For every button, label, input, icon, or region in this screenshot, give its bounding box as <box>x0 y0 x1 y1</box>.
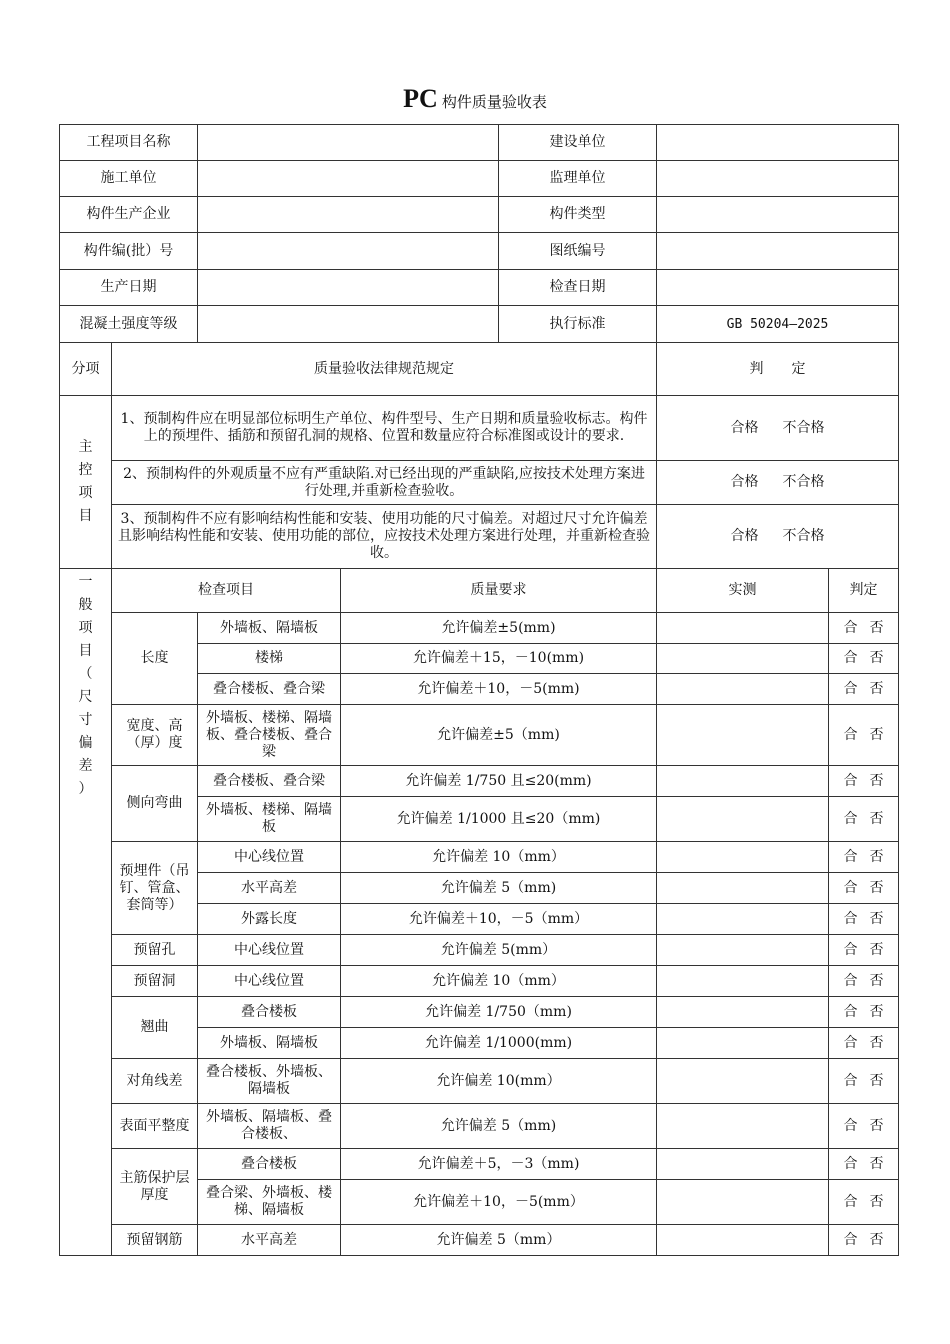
info-label: 检查日期 <box>499 270 657 306</box>
fail-option[interactable]: 否 <box>869 810 884 827</box>
info-label: 构件生产企业 <box>60 197 198 233</box>
check-subitem: 外墙板、隔墙板 <box>198 613 341 644</box>
info-label: 施工单位 <box>60 161 198 197</box>
check-subitem: 水平高差 <box>198 873 341 904</box>
info-label: 工程项目名称 <box>60 125 198 161</box>
fail-option[interactable]: 否 <box>869 1193 884 1210</box>
pass-option[interactable]: 合 <box>843 1193 858 1210</box>
check-item-name: 预留洞 <box>112 966 198 997</box>
quality-requirement: 允许偏差 5（mm） <box>341 1225 657 1256</box>
pass-option[interactable]: 合 <box>843 1003 858 1020</box>
info-row <box>60 233 899 270</box>
pass-option[interactable]: 合 <box>843 972 858 989</box>
check-item-name: 翘曲 <box>112 997 198 1059</box>
check-item-header: 检查项目 <box>112 569 341 613</box>
info-label: 建设单位 <box>499 125 657 161</box>
quality-requirement: 允许偏差＋10，－5(mm） <box>341 1180 657 1225</box>
check-item-name: 对角线差 <box>112 1059 198 1104</box>
pass-option[interactable]: 合 <box>843 910 858 927</box>
pass-option[interactable]: 合格 <box>730 528 759 544</box>
judge-cell[interactable] <box>829 613 899 644</box>
pass-option[interactable]: 合 <box>843 650 858 666</box>
quality-requirement: 允许偏差 5（mm) <box>341 873 657 904</box>
measured-value[interactable] <box>657 1180 829 1225</box>
judge-header: 判定 <box>829 569 899 613</box>
requirement-header: 质量要求 <box>341 569 657 613</box>
check-item-name: 长度 <box>112 613 198 705</box>
info-value[interactable] <box>198 233 499 270</box>
fail-option[interactable]: 否 <box>869 1003 884 1020</box>
quality-requirement: 允许偏差 10（mm） <box>341 966 657 997</box>
check-item-name: 宽度、高（厚）度 <box>112 705 198 766</box>
main-control-label: 主 控 项 目 <box>60 396 112 569</box>
quality-requirement: 允许偏差±5(mm) <box>341 613 657 644</box>
info-value[interactable] <box>657 270 899 306</box>
judge-cell[interactable] <box>829 797 899 842</box>
info-value[interactable] <box>198 270 499 306</box>
judge-header: 判 定 <box>657 343 899 396</box>
info-row <box>60 125 899 161</box>
check-subitem: 外墙板、楼梯、隔墙板、叠合楼板、叠合梁 <box>198 705 341 766</box>
measured-value[interactable] <box>657 935 829 966</box>
fail-option[interactable]: 否 <box>869 1155 884 1172</box>
info-value[interactable] <box>657 197 899 233</box>
measured-value[interactable] <box>657 1149 829 1180</box>
check-item-name: 侧向弯曲 <box>112 766 198 842</box>
check-subitem: 外墙板、隔墙板 <box>198 1028 341 1059</box>
quality-requirement: 允许偏差 1/1000 且≤20（mm) <box>341 797 657 842</box>
general-label: 一 般 项 目 （ 尺 寸 偏 差 ） <box>60 569 112 1256</box>
quality-requirement: 允许偏差＋10，－5(mm) <box>341 674 657 705</box>
measured-value[interactable] <box>657 1028 829 1059</box>
title-prefix: PC <box>403 84 438 113</box>
pass-option[interactable]: 合 <box>843 619 858 636</box>
judge-cell[interactable] <box>829 766 899 797</box>
measured-value[interactable] <box>657 966 829 997</box>
info-label: 执行标准 <box>499 306 657 343</box>
info-value[interactable] <box>198 125 499 161</box>
measured-value[interactable] <box>657 997 829 1028</box>
quality-requirement: 允许偏差 5(mm） <box>341 935 657 966</box>
info-label: 构件类型 <box>499 197 657 233</box>
measured-value[interactable] <box>657 904 829 935</box>
info-value[interactable]: GB 50204—2025 <box>657 306 899 343</box>
category-header: 分项 <box>60 343 112 396</box>
fail-option[interactable]: 不合格 <box>782 419 825 436</box>
quality-requirement: 允许偏差 1/750（mm) <box>341 997 657 1028</box>
general-item-row <box>60 935 899 966</box>
measured-value[interactable] <box>657 1059 829 1104</box>
info-value[interactable] <box>198 161 499 197</box>
quality-requirement: 允许偏差 5（mm) <box>341 1104 657 1149</box>
judge-cell[interactable] <box>829 1104 899 1149</box>
info-row <box>60 197 899 233</box>
fail-option[interactable]: 否 <box>869 848 884 865</box>
general-item-row <box>60 842 899 873</box>
measured-value[interactable] <box>657 644 829 674</box>
fail-option[interactable]: 否 <box>869 1072 884 1089</box>
page-title <box>0 84 950 114</box>
fail-option[interactable]: 否 <box>869 1231 884 1248</box>
info-value[interactable] <box>657 233 899 270</box>
pass-option[interactable]: 合 <box>843 1072 858 1089</box>
fail-option[interactable]: 否 <box>869 650 884 666</box>
general-item-row <box>60 1149 899 1180</box>
fail-option[interactable]: 否 <box>869 772 884 789</box>
judge-cell[interactable] <box>829 1225 899 1256</box>
main-control-text: 1、预制构件应在明显部位标明生产单位、构件型号、生产日期和质量验收标志。构件上的预埋件、插筋和预留孔洞的规格、位置和数量应符合标准图或设计的要求. <box>112 396 657 461</box>
judge-cell[interactable] <box>829 842 899 873</box>
fail-option[interactable]: 否 <box>869 910 884 927</box>
main-control-text: 3、预制构件不应有影响结构性能和安装、使用功能的尺寸偏差。对超过尺寸允许偏差且影响结构性能和安装、使用功能的部位，应按技术处理方案进行处理，并重新检查验收。 <box>112 505 657 569</box>
check-subitem: 外露长度 <box>198 904 341 935</box>
info-label: 监理单位 <box>499 161 657 197</box>
fail-option[interactable]: 否 <box>869 941 884 958</box>
pass-option[interactable]: 合 <box>843 680 858 697</box>
check-subitem: 叠合楼板、叠合梁 <box>198 674 341 705</box>
info-row <box>60 306 899 343</box>
judge-cell[interactable] <box>829 873 899 904</box>
check-subitem: 中心线位置 <box>198 842 341 873</box>
pass-option[interactable]: 合格 <box>730 474 759 490</box>
judge-cell[interactable] <box>829 644 899 674</box>
general-item-row <box>60 1059 899 1104</box>
pass-option[interactable]: 合 <box>843 772 858 789</box>
measured-value[interactable] <box>657 674 829 705</box>
check-subitem: 外墙板、楼梯、隔墙板 <box>198 797 341 842</box>
general-item-row <box>60 997 899 1028</box>
general-header-row <box>60 569 899 613</box>
measured-value[interactable] <box>657 613 829 644</box>
info-value[interactable] <box>198 306 499 343</box>
pass-option[interactable]: 合 <box>843 879 858 896</box>
quality-requirement: 允许偏差 1/1000(mm) <box>341 1028 657 1059</box>
main-control-judge[interactable] <box>657 505 899 569</box>
pass-option[interactable]: 合 <box>843 1117 858 1134</box>
check-item-name: 预埋件（吊钉、管盒、套筒等） <box>112 842 198 935</box>
judge-cell[interactable] <box>829 674 899 705</box>
check-subitem: 中心线位置 <box>198 935 341 966</box>
general-item-row <box>60 1225 899 1256</box>
pass-option[interactable]: 合 <box>843 941 858 958</box>
pass-option[interactable]: 合 <box>843 1034 858 1051</box>
general-item-row <box>60 1104 899 1149</box>
pass-option[interactable]: 合 <box>843 1231 858 1248</box>
check-subitem: 外墙板、隔墙板、叠合楼板、 <box>198 1104 341 1149</box>
check-item-name: 预留孔 <box>112 935 198 966</box>
quality-requirement: 允许偏差＋15，－10(mm) <box>341 644 657 674</box>
judge-cell[interactable] <box>829 935 899 966</box>
judge-cell[interactable] <box>829 1059 899 1104</box>
measured-value[interactable] <box>657 797 829 842</box>
check-subitem: 叠合楼板、外墙板、隔墙板 <box>198 1059 341 1104</box>
quality-requirement: 允许偏差＋5，－3（mm) <box>341 1149 657 1180</box>
info-value[interactable] <box>657 161 899 197</box>
fail-option[interactable]: 否 <box>869 1117 884 1134</box>
fail-option[interactable]: 否 <box>869 680 884 697</box>
main-control-row <box>60 396 899 461</box>
info-label: 构件编(批）号 <box>60 233 198 270</box>
check-item-name: 表面平整度 <box>112 1104 198 1149</box>
check-subitem: 叠合楼板 <box>198 1149 341 1180</box>
pass-option[interactable]: 合 <box>843 848 858 865</box>
fail-option[interactable]: 否 <box>869 619 884 636</box>
main-control-judge[interactable] <box>657 461 899 505</box>
judge-cell[interactable] <box>829 966 899 997</box>
check-subitem: 楼梯 <box>198 644 341 674</box>
quality-requirement: 允许偏差 10(mm） <box>341 1059 657 1104</box>
check-item-name: 主筋保护层厚度 <box>112 1149 198 1225</box>
info-row <box>60 161 899 197</box>
measured-value[interactable] <box>657 766 829 797</box>
fail-option[interactable]: 否 <box>869 726 884 743</box>
info-label: 图纸编号 <box>499 233 657 270</box>
general-item-row <box>60 766 899 797</box>
general-item-row <box>60 705 899 766</box>
quality-requirement: 允许偏差＋10，－5（mm） <box>341 904 657 935</box>
check-subitem: 叠合楼板、叠合梁 <box>198 766 341 797</box>
judge-cell[interactable] <box>829 705 899 766</box>
info-value[interactable] <box>198 197 499 233</box>
measured-header: 实测 <box>657 569 829 613</box>
quality-requirement: 允许偏差 10（mm） <box>341 842 657 873</box>
general-item-row <box>60 966 899 997</box>
check-subitem: 叠合梁、外墙板、楼梯、隔墙板 <box>198 1180 341 1225</box>
judge-cell[interactable] <box>829 904 899 935</box>
fail-option[interactable]: 否 <box>869 972 884 989</box>
fail-option[interactable]: 否 <box>869 1034 884 1051</box>
measured-value[interactable] <box>657 1104 829 1149</box>
measured-value[interactable] <box>657 842 829 873</box>
judge-cell[interactable] <box>829 1180 899 1225</box>
fail-option[interactable]: 不合格 <box>782 474 825 490</box>
main-control-text: 2、预制构件的外观质量不应有严重缺陷.对已经出现的严重缺陷,应按技术处理方案进行处理,并重新检查验收。 <box>112 461 657 505</box>
pass-option[interactable]: 合格 <box>730 419 759 436</box>
fail-option[interactable]: 不合格 <box>782 528 825 544</box>
judge-cell[interactable] <box>829 1028 899 1059</box>
pass-option[interactable]: 合 <box>843 1155 858 1172</box>
main-control-row <box>60 461 899 505</box>
info-label: 混凝土强度等级 <box>60 306 198 343</box>
info-value[interactable] <box>657 125 899 161</box>
check-subitem: 中心线位置 <box>198 966 341 997</box>
measured-value[interactable] <box>657 705 829 766</box>
info-row <box>60 270 899 306</box>
pass-option[interactable]: 合 <box>843 726 858 743</box>
quality-requirement: 允许偏差 1/750 且≤20(mm) <box>341 766 657 797</box>
judge-cell[interactable] <box>829 997 899 1028</box>
section-header-row <box>60 343 899 396</box>
quality-requirement: 允许偏差±5（mm) <box>341 705 657 766</box>
check-item-name: 预留钢筋 <box>112 1225 198 1256</box>
info-label: 生产日期 <box>60 270 198 306</box>
measured-value[interactable] <box>657 873 829 904</box>
pass-option[interactable]: 合 <box>843 810 858 827</box>
check-subitem: 水平高差 <box>198 1225 341 1256</box>
check-subitem: 叠合楼板 <box>198 997 341 1028</box>
general-item-row <box>60 613 899 644</box>
main-control-judge[interactable] <box>657 396 899 461</box>
rules-header: 质量验收法律规范规定 <box>112 343 657 396</box>
fail-option[interactable]: 否 <box>869 879 884 896</box>
judge-cell[interactable] <box>829 1149 899 1180</box>
title-text: 构件质量验收表 <box>441 93 547 111</box>
main-control-row <box>60 505 899 569</box>
inspection-table <box>59 124 899 1256</box>
measured-value[interactable] <box>657 1225 829 1256</box>
